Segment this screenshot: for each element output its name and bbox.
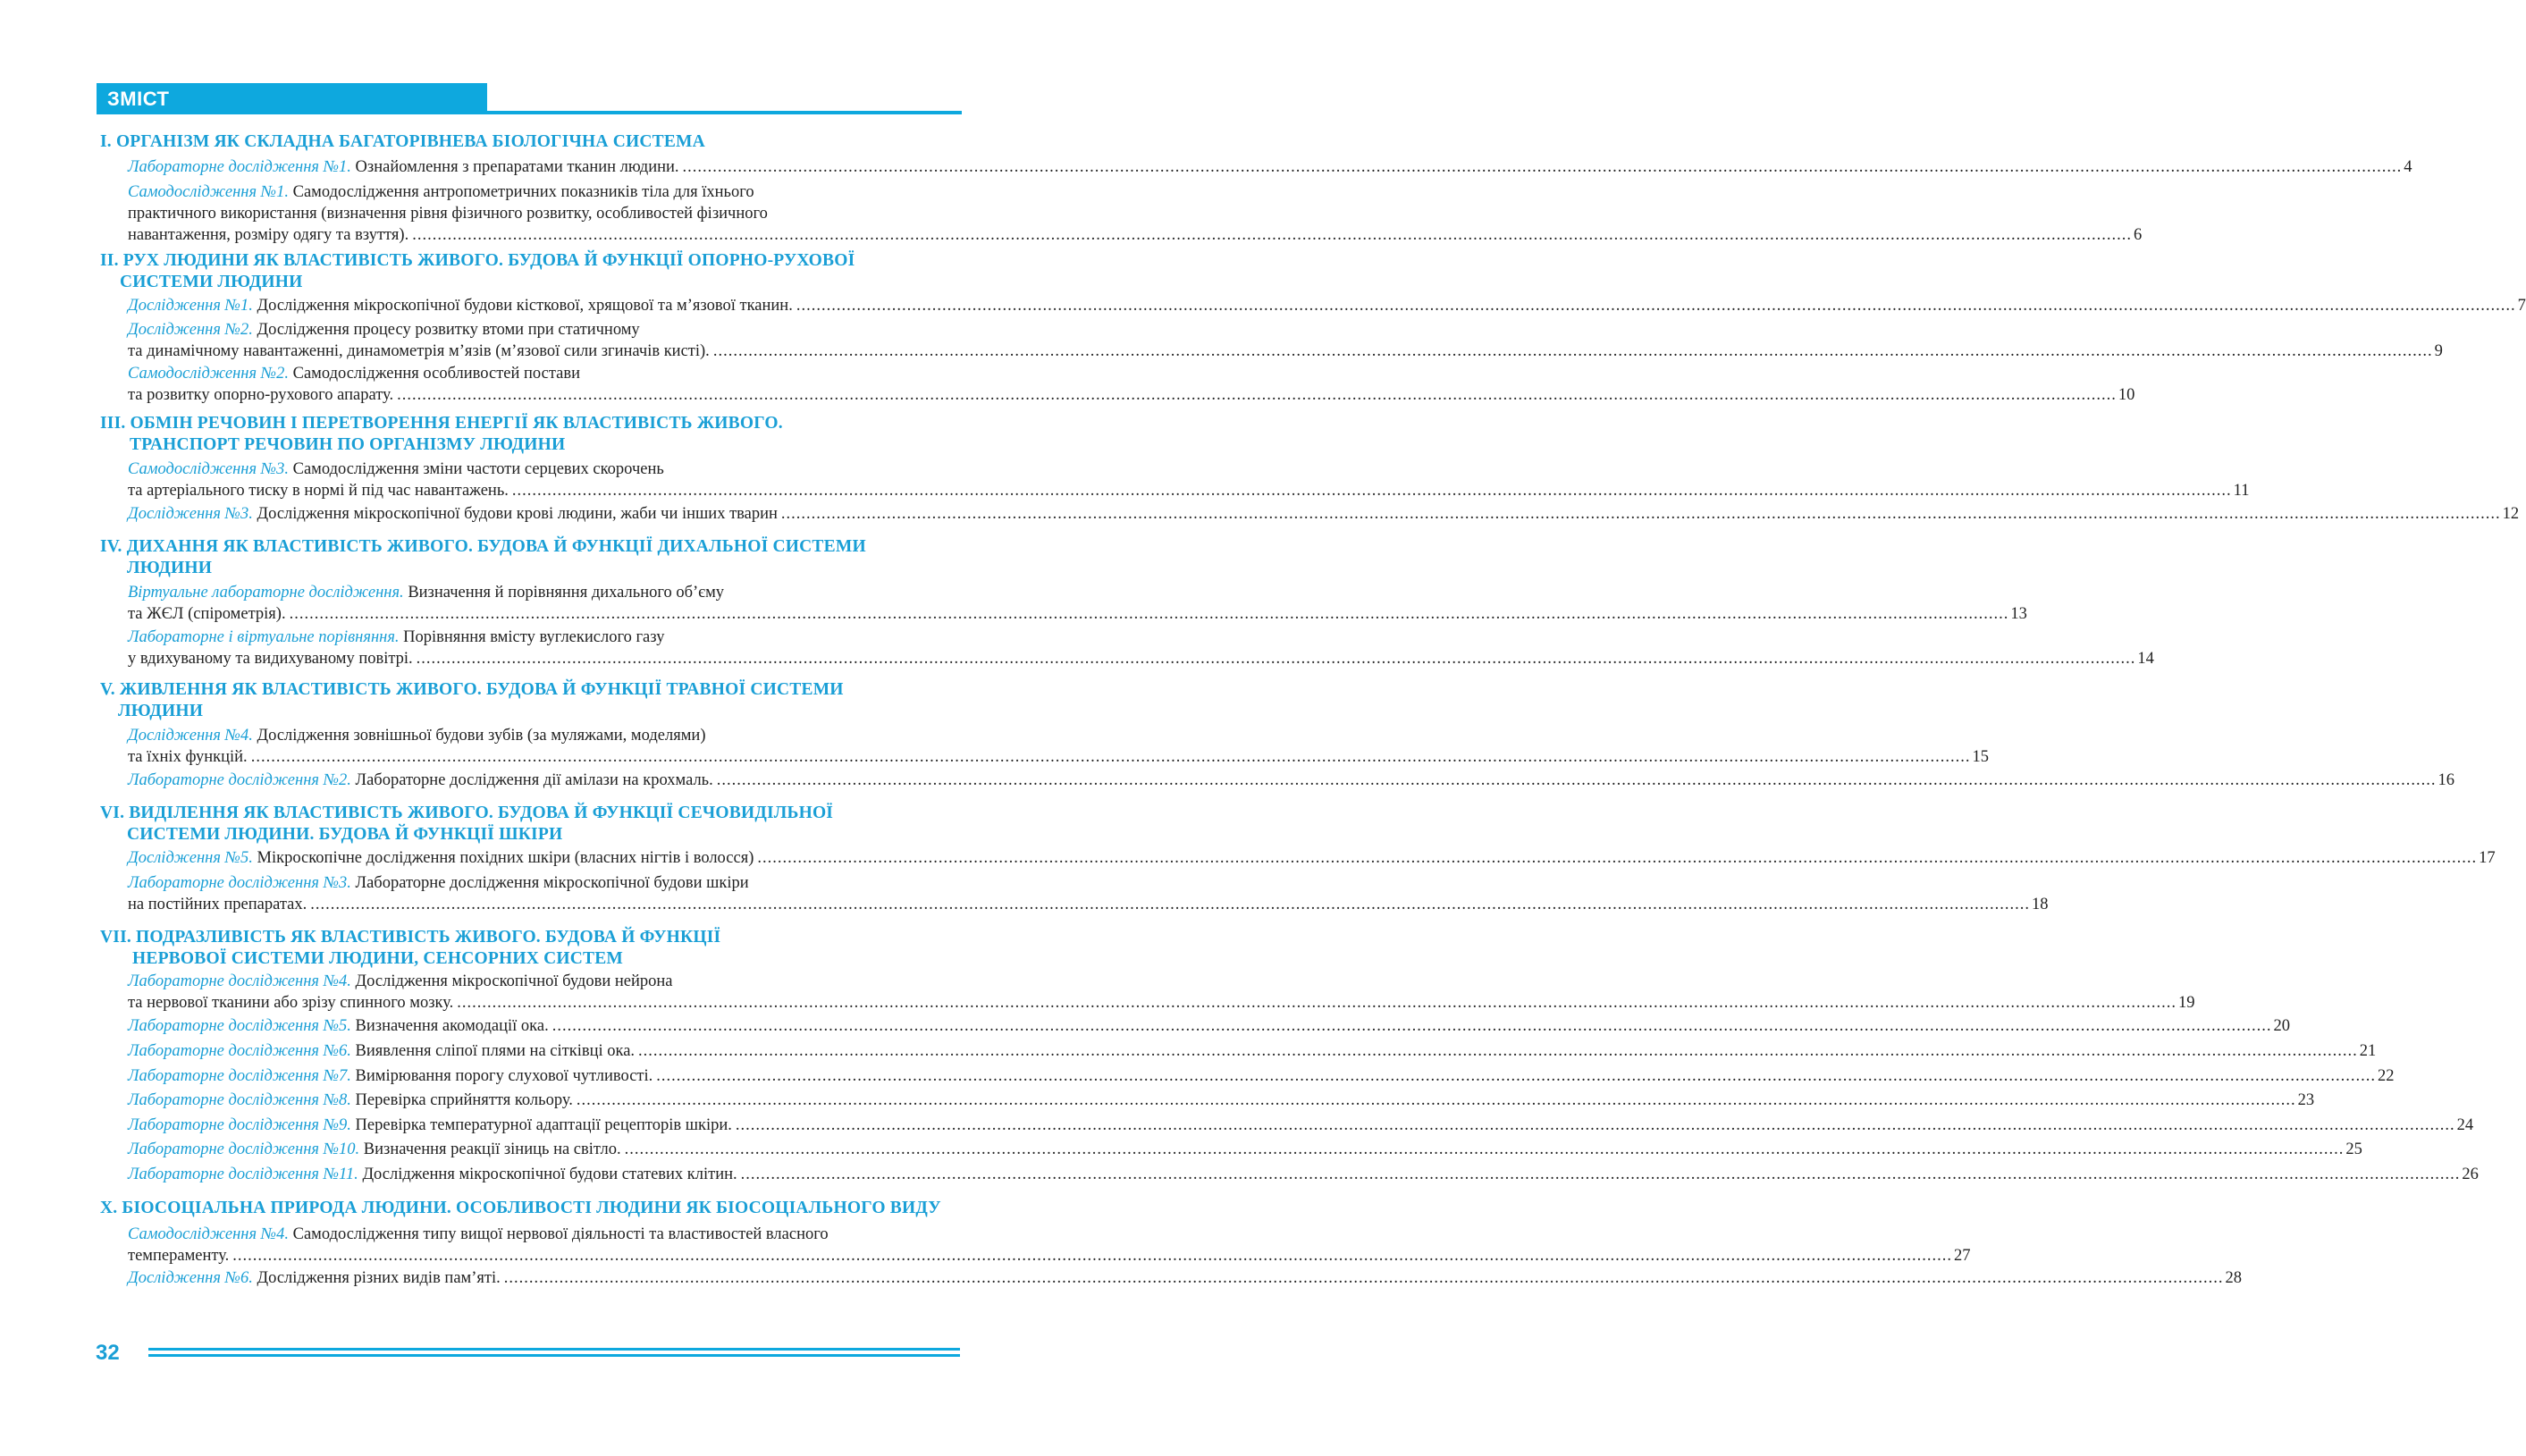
entry-line: [128, 503, 2520, 525]
entry-line: [128, 319, 957, 341]
entry-line: [128, 1224, 957, 1245]
entry-text: Визначення й порівняння дихального об’єму: [408, 584, 725, 602]
entry-text: Самодослідження типу вищої нервової діяльності та властивостей власного: [292, 1225, 829, 1243]
entry-label: Дослідження №4.: [128, 727, 253, 745]
entry-label: Дослідження №1.: [128, 297, 253, 315]
entry-line: [128, 627, 957, 648]
section-title-line: VI. ВИДІЛЕННЯ ЯК ВЛАСТИВІСТЬ ЖИВОГО. БУДОВА Й ФУНКЦІЇ СЕЧОВИДІЛЬНОЇ: [100, 804, 834, 822]
entry-text: та нервової тканини або зрізу спинного мозку.: [128, 994, 454, 1012]
entry-line-text: [128, 295, 793, 316]
entry-text: навантаження, розміру одягу та взуття).: [128, 226, 409, 244]
entry-page-number: 6: [2133, 226, 2143, 244]
entry-line: [128, 1115, 2474, 1136]
dot-leader: [717, 770, 2437, 791]
toc-entry[interactable]: [128, 582, 2027, 625]
dot-leader: [741, 1164, 2461, 1185]
entry-text: Лабораторне дослідження мікроскопічної будови шкіри: [355, 874, 749, 892]
entry-page-number: 12: [2502, 505, 2520, 523]
toc-entry[interactable]: [128, 319, 2443, 362]
toc-entry[interactable]: [128, 295, 2526, 316]
entry-text: Порівняння вмісту вуглекислого газу: [403, 628, 665, 646]
entry-line: [128, 992, 2195, 1014]
entry-line-text: [128, 1139, 621, 1160]
dot-leader: [713, 341, 2433, 362]
entry-text: Визначення реакції зіниць на світло.: [363, 1140, 621, 1158]
dot-leader: [412, 224, 2132, 246]
entry-line: [128, 1040, 2377, 1062]
entry-page-number: 14: [2137, 650, 2154, 668]
entry-line-text: [128, 770, 713, 791]
dot-leader: [577, 1090, 2296, 1111]
dot-leader: [656, 1065, 2376, 1087]
section-title-line: СИСТЕМИ ЛЮДИНИ. БУДОВА Й ФУНКЦІЇ ШКІРИ: [127, 825, 563, 844]
entry-page-number: 27: [1954, 1247, 1971, 1265]
entry-line-text: [128, 1015, 549, 1037]
entry-text: Самодослідження зміни частоти серцевих скорочень: [292, 460, 664, 478]
entry-page-number: 24: [2456, 1116, 2474, 1134]
entry-label: Лабораторне дослідження №6.: [128, 1042, 351, 1060]
entry-page-number: 10: [2118, 386, 2135, 404]
entry-line-text: [128, 1065, 653, 1087]
footer-rule: [148, 1348, 960, 1351]
dot-leader: [251, 746, 1971, 768]
entry-line: [128, 872, 957, 894]
entry-text: та їхніх функцій.: [128, 748, 248, 766]
entry-line: [128, 1245, 1971, 1267]
dot-leader: [757, 847, 2477, 869]
entry-line-text: [128, 156, 679, 178]
entry-label: Лабораторне дослідження №3.: [128, 874, 351, 892]
entry-text: Вимірювання порогу слухової чутливості.: [355, 1067, 653, 1085]
entry-line: [128, 1267, 2243, 1289]
dot-leader: [310, 894, 2030, 915]
entry-line: [128, 1090, 2315, 1111]
section-title: [100, 927, 958, 970]
entry-label: Лабораторне дослідження №8.: [128, 1091, 351, 1109]
toc-entry[interactable]: [128, 156, 2412, 178]
entry-line: [128, 181, 957, 203]
entry-line: [128, 156, 2412, 178]
entry-line: [128, 384, 2135, 406]
entry-label: Самодослідження №4.: [128, 1225, 289, 1243]
section-title-line: VII. ПОДРАЗЛИВІСТЬ ЯК ВЛАСТИВІСТЬ ЖИВОГО. БУДОВА Й ФУНКЦІЇ: [100, 928, 721, 947]
toc-entry[interactable]: [128, 1224, 1971, 1267]
toc-entry[interactable]: [128, 1040, 2377, 1062]
entry-text: Визначення акомодації ока.: [355, 1017, 549, 1035]
entry-line-text: [128, 1164, 737, 1185]
entry-label: Дослідження №2.: [128, 321, 253, 339]
entry-line: [128, 224, 2143, 246]
entry-label: Лабораторне і віртуальне порівняння.: [128, 628, 400, 646]
entry-label: Самодослідження №2.: [128, 365, 289, 383]
entry-page-number: 19: [2178, 994, 2195, 1012]
entry-line-text: [128, 1115, 732, 1136]
section-title-line: ТРАНСПОРТ РЕЧОВИН ПО ОРГАНІЗМУ ЛЮДИНИ: [130, 435, 566, 454]
dot-leader: [397, 384, 2117, 406]
dot-leader: [552, 1015, 2272, 1037]
entry-line-text: [128, 1090, 573, 1111]
entry-line: [128, 1139, 2362, 1160]
entry-page-number: 4: [2404, 158, 2412, 176]
toc-entry[interactable]: [128, 1164, 2479, 1185]
section-title-line: ЛЮДИНИ: [127, 559, 213, 577]
entry-line: [128, 725, 957, 746]
toc-entry[interactable]: [128, 363, 2135, 406]
entry-text: Лабораторне дослідження дії амілази на крохмаль.: [355, 771, 713, 789]
section-title-line: I. ОРГАНІЗМ ЯК СКЛАДНА БАГАТОРІВНЕВА БІОЛОГІЧНА СИСТЕМА: [100, 132, 705, 151]
entry-text: Перевірка температурної адаптації рецепторів шкіри.: [355, 1116, 732, 1134]
entry-label: Дослідження №3.: [128, 505, 253, 523]
entry-line-text: [128, 1040, 635, 1062]
entry-line: [128, 582, 957, 603]
entry-text: та ЖЄЛ (спірометрія).: [128, 605, 286, 623]
toc-entry[interactable]: [128, 627, 2154, 669]
toc-entry[interactable]: [128, 503, 2520, 525]
toc-entry[interactable]: [128, 971, 2195, 1014]
toc-entry[interactable]: [128, 1139, 2362, 1160]
entry-line: [128, 603, 2027, 625]
entry-label: Лабораторне дослідження №10.: [128, 1140, 360, 1158]
toc-entry[interactable]: [128, 459, 2250, 501]
entry-text: Самодослідження особливостей постави: [292, 365, 580, 383]
entry-line: [128, 746, 1989, 768]
entry-line: [128, 459, 957, 480]
section-title-line: СИСТЕМИ ЛЮДИНИ: [120, 273, 303, 291]
entry-line: [128, 1015, 2290, 1037]
dot-leader: [796, 295, 2516, 316]
dot-leader: [625, 1139, 2345, 1160]
entry-line: [128, 847, 2496, 869]
entry-page-number: 22: [2378, 1067, 2395, 1085]
entry-text: Дослідження мікроскопічної будови крові людини, жаби чи інших тварин: [257, 505, 778, 523]
entry-label: Лабораторне дослідження №1.: [128, 158, 351, 176]
entry-page-number: 21: [2359, 1042, 2377, 1060]
entry-page-number: 20: [2273, 1017, 2290, 1035]
footer-rule: [148, 1354, 960, 1357]
entry-page-number: 16: [2438, 771, 2454, 789]
entry-page-number: 15: [1972, 748, 1989, 766]
entry-page-number: 23: [2297, 1091, 2315, 1109]
entry-text: Дослідження зовнішньої будови зубів (за муляжами, моделями): [257, 727, 706, 745]
toc-entry[interactable]: [128, 181, 2143, 246]
dot-leader: [417, 648, 2136, 669]
entry-label: Самодослідження №1.: [128, 183, 289, 201]
section-title-line: ЛЮДИНИ: [118, 702, 204, 720]
entry-page-number: 11: [2233, 482, 2250, 500]
entry-text: на постійних препаратах.: [128, 896, 307, 913]
entry-label: Віртуальне лабораторне дослідження.: [128, 584, 404, 602]
entry-line: [128, 770, 2454, 791]
entry-line: [128, 648, 2154, 669]
section-title: [100, 131, 958, 153]
dot-leader: [736, 1115, 2455, 1136]
entry-text: та розвитку опорно-рухового апарату.: [128, 386, 394, 404]
section-title-line: X. БІОСОЦІАЛЬНА ПРИРОДА ЛЮДИНИ. ОСОБЛИВОСТІ ЛЮДИНИ ЯК БІОСОЦІАЛЬНОГО ВИДУ: [100, 1199, 941, 1217]
entry-label: Дослідження №5.: [128, 849, 253, 867]
section-title: [100, 250, 958, 293]
toc-header: ЗМІСТ: [97, 83, 487, 114]
entry-text: Ознайомлення з препаратами тканин людини.: [355, 158, 679, 176]
entry-text: Самодослідження антропометричних показників тіла для їхнього: [292, 183, 754, 201]
header-rule: [97, 111, 962, 114]
entry-text: у вдихуваному та видихуваному повітрі.: [128, 650, 413, 668]
entry-line: практичного використання (визначення рівня фізичного розвитку, особливостей фізичного: [128, 205, 768, 223]
section-title-line: IV. ДИХАННЯ ЯК ВЛАСТИВІСТЬ ЖИВОГО. БУДОВА Й ФУНКЦІЇ ДИХАЛЬНОЇ СИСТЕМИ: [100, 537, 866, 556]
entry-page-number: 13: [2010, 605, 2027, 623]
entry-label: Лабораторне дослідження №5.: [128, 1017, 351, 1035]
entry-line: [128, 295, 2526, 316]
section-title: [100, 536, 958, 579]
entry-page-number: 26: [2462, 1166, 2479, 1183]
section-title-line: II. РУХ ЛЮДИНИ ЯК ВЛАСТИВІСТЬ ЖИВОГО. БУДОВА Й ФУНКЦІЇ ОПОРНО-РУХОВОЇ: [100, 251, 855, 270]
entry-page-number: 25: [2345, 1140, 2362, 1158]
dot-leader: [512, 480, 2232, 501]
entry-line: [128, 363, 957, 384]
entry-page-number: 28: [2225, 1269, 2243, 1287]
entry-text: Мікроскопічне дослідження похідних шкіри (власних нігтів і волосся): [257, 849, 754, 867]
toc-entry[interactable]: [128, 1115, 2474, 1136]
entry-text: Дослідження мікроскопічної будови статевих клітин.: [362, 1166, 737, 1183]
entry-line-text: [128, 1267, 501, 1289]
entry-line: [128, 1164, 2479, 1185]
entry-label: Самодослідження №3.: [128, 460, 289, 478]
dot-leader: [457, 992, 2177, 1014]
entry-label: Лабораторне дослідження №2.: [128, 771, 351, 789]
entry-line: [128, 971, 957, 992]
dot-leader: [638, 1040, 2358, 1062]
entry-label: Лабораторне дослідження №4.: [128, 972, 351, 990]
section-title-line: III. ОБМІН РЕЧОВИН І ПЕРЕТВОРЕННЯ ЕНЕРГІЇ ЯК ВЛАСТИВІСТЬ ЖИВОГО.: [100, 414, 783, 433]
page-number: 32: [96, 1341, 120, 1365]
entry-line: [128, 894, 2049, 915]
entry-label: Лабораторне дослідження №9.: [128, 1116, 351, 1134]
section-title-line: V. ЖИВЛЕННЯ ЯК ВЛАСТИВІСТЬ ЖИВОГО. БУДОВА Й ФУНКЦІЇ ТРАВНОЇ СИСТЕМИ: [100, 680, 844, 699]
toc-entry[interactable]: [128, 872, 2049, 915]
entry-label: Дослідження №6.: [128, 1269, 253, 1287]
entry-line: [128, 341, 2443, 362]
toc-entry[interactable]: [128, 1015, 2290, 1037]
entry-line: [128, 480, 2250, 501]
entry-text: Перевірка сприйняття кольору.: [355, 1091, 573, 1109]
dot-leader: [232, 1245, 1952, 1267]
entry-text: Дослідження мікроскопічної будови нейрона: [355, 972, 673, 990]
section-title-line: НЕРВОВОЇ СИСТЕМИ ЛЮДИНИ, СЕНСОРНИХ СИСТЕМ: [132, 949, 624, 968]
entry-page-number: 7: [2517, 297, 2526, 315]
toc-entry[interactable]: [128, 847, 2496, 869]
dot-leader: [290, 603, 2009, 625]
entry-text: та артеріального тиску в нормі й під час навантажень.: [128, 482, 509, 500]
section-title: [100, 1198, 958, 1219]
entry-line-text: [128, 503, 778, 525]
toc-entry[interactable]: [128, 770, 2454, 791]
entry-label: Лабораторне дослідження №11.: [128, 1166, 358, 1183]
section-title: [100, 413, 958, 456]
entry-line: [128, 1065, 2395, 1087]
entry-page-number: 18: [2031, 896, 2049, 913]
toc-entry[interactable]: [128, 725, 1989, 768]
entry-text: Дослідження різних видів пам’яті.: [257, 1269, 501, 1287]
entry-text: та динамічному навантаженні, динамометрія м’язів (м’язової сили згиначів кисті).: [128, 342, 710, 360]
entry-text: Дослідження мікроскопічної будови кісткової, хрящової та м’язової тканин.: [257, 297, 793, 315]
entry-text: Дослідження процесу розвитку втоми при статичному: [257, 321, 640, 339]
toc-entry[interactable]: [128, 1065, 2395, 1087]
dot-leader: [504, 1267, 2224, 1289]
entry-line-text: [128, 847, 754, 869]
toc-entry[interactable]: [128, 1090, 2315, 1111]
dot-leader: [683, 156, 2403, 178]
section-title: [100, 803, 958, 846]
toc-entry[interactable]: [128, 1267, 2243, 1289]
dot-leader: [781, 503, 2501, 525]
entry-text: темпераменту.: [128, 1247, 230, 1265]
entry-label: Лабораторне дослідження №7.: [128, 1067, 351, 1085]
section-title: [100, 679, 958, 722]
entry-text: Виявлення сліпої плями на сітківці ока.: [355, 1042, 636, 1060]
entry-page-number: 9: [2434, 342, 2443, 360]
entry-page-number: 17: [2479, 849, 2496, 867]
